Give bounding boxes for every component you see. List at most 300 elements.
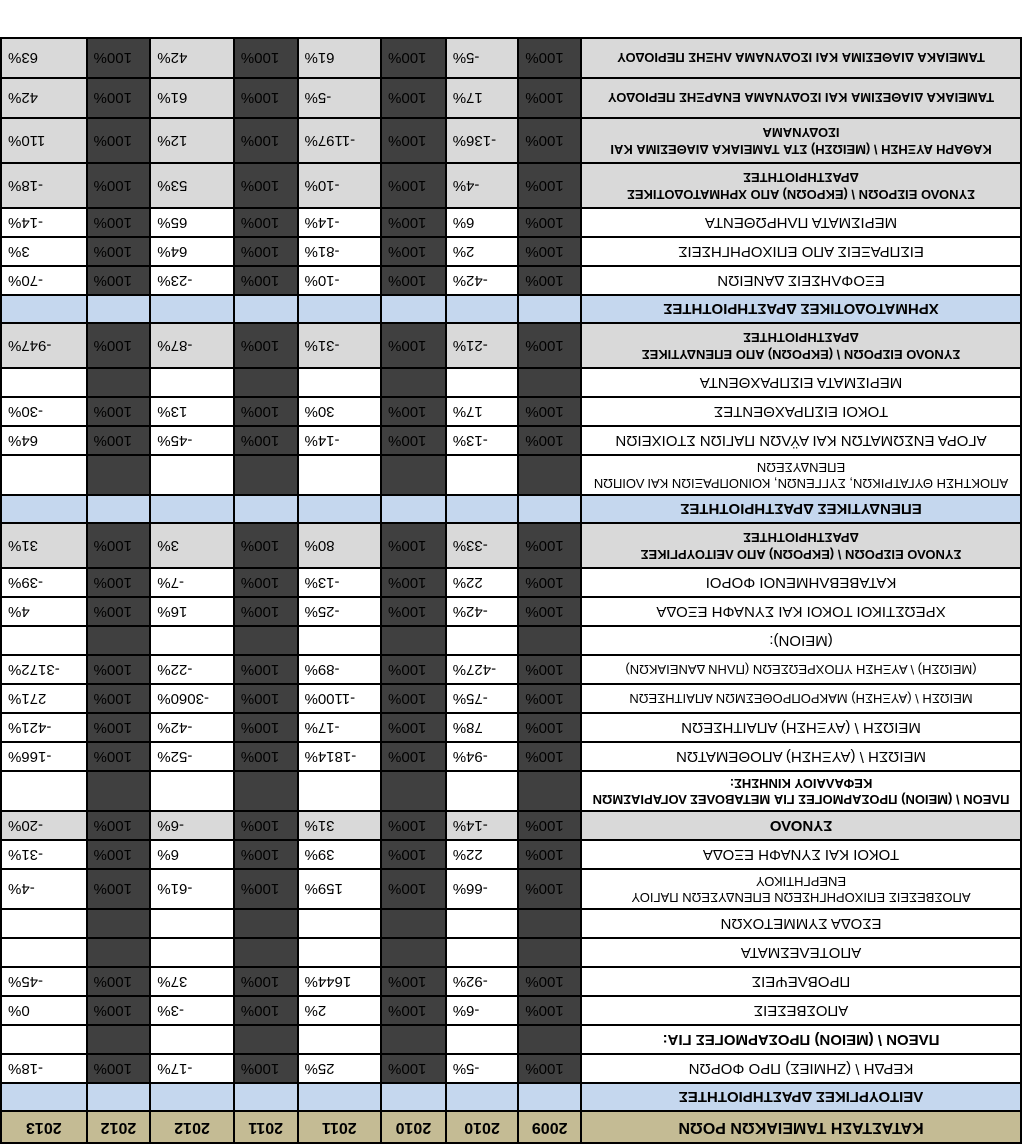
table-row	[1, 909, 1021, 938]
value-cell: 100%	[381, 840, 446, 869]
value-cell: 100%	[234, 237, 298, 266]
value-cell: 100%	[518, 78, 581, 118]
value-cell: 100%	[234, 118, 298, 163]
value-cell: 100%	[87, 811, 151, 840]
value-cell: -66%	[446, 869, 519, 909]
value-cell: -45%	[150, 426, 234, 455]
value-cell	[518, 771, 581, 811]
value-cell	[298, 455, 382, 495]
value-cell: 100%	[234, 996, 298, 1025]
table-row	[1, 295, 1021, 323]
value-cell	[234, 909, 298, 938]
row-label: ΕΠΕΝΔΥΤΙΚΕΣ ΔΡΑΣΤΗΡΙΟΤΗΤΕΣ	[581, 495, 1021, 523]
value-cell: 100%	[518, 426, 581, 455]
value-cell: 100%	[234, 840, 298, 869]
value-cell	[446, 1025, 519, 1054]
value-cell: 100%	[381, 237, 446, 266]
value-cell: 100%	[381, 397, 446, 426]
value-cell: 100%	[87, 323, 151, 368]
value-cell	[446, 1083, 519, 1111]
value-cell	[381, 1083, 446, 1111]
table-row	[1, 397, 1021, 426]
table-row	[1, 266, 1021, 295]
value-cell: 100%	[518, 118, 581, 163]
value-cell: 100%	[234, 811, 298, 840]
value-cell	[446, 495, 519, 523]
row-label: ΤΟΚΟΙ ΚΑΙ ΣΥΝΑΦΗ ΕΞΟΔΑ	[581, 840, 1021, 869]
value-cell	[1, 626, 87, 655]
value-cell	[298, 295, 382, 323]
row-label: ΑΠΟΣΒΕΣΕΙΣ ΕΠΙΧΟΡΗΓΗΣΕΩΝ ΕΠΕΝΔΥΣΕΩΝ ΠΑΓΙΟΥ ΕΝΕΡΓΗΤΙΚΟΥ	[581, 869, 1021, 909]
row-label: ΑΓΟΡΑ ΕΝΣΩΜΑΤΩΝ ΚΑΙ ΑΫΛΩΝ ΠΑΓΙΩΝ ΣΤΟΙΧΕΙΩΝ	[581, 426, 1021, 455]
value-cell: 100%	[234, 655, 298, 684]
row-label: ΧΡΗΜΑΤΟΔΟΤΙΚΕΣ ΔΡΑΣΤΗΡΙΟΤΗΤΕΣ	[581, 295, 1021, 323]
value-cell: 17%	[446, 78, 519, 118]
value-cell	[234, 495, 298, 523]
value-cell: 100%	[87, 684, 151, 713]
year-header: 2012	[87, 1111, 151, 1143]
value-cell: 100%	[381, 78, 446, 118]
value-cell	[1, 938, 87, 967]
value-cell: 100%	[518, 742, 581, 771]
value-cell: -25%	[298, 597, 382, 626]
table-row	[1, 495, 1021, 523]
table-row	[1, 655, 1021, 684]
value-cell	[1, 495, 87, 523]
row-label: (ΜΕΙΟΝ):	[581, 626, 1021, 655]
value-cell: 6%	[446, 208, 519, 237]
row-label: ΜΕΙΩΣΗ \ (ΑΥΞΗΣΗ) ΜΑΚΡΟΠΡΟΘΕΣΜΩΝ ΑΠΑΙΤΗΣΕΩΝ	[581, 684, 1021, 713]
row-label: ΣΥΝΟΛΟ ΕΙΣΡΟΩΝ \ (ΕΚΡΟΩΝ) ΑΠΟ ΛΕΙΤΟΥΡΓΙΚΕΣ ΔΡΑΣΤΗΡΙΟΤΗΤΕΣ	[581, 523, 1021, 568]
value-cell: 100%	[518, 523, 581, 568]
row-label: ΑΠΟΤΕΛΕΣΜΑΤΑ	[581, 938, 1021, 967]
year-header: 2011	[298, 1111, 382, 1143]
value-cell	[381, 909, 446, 938]
value-cell: 100%	[87, 118, 151, 163]
value-cell: 61%	[298, 38, 382, 78]
row-label: ΚΑΘΑΡΗ ΑΥΞΗΣΗ \ (ΜΕΙΩΣΗ) ΣΤΑ ΤΑΜΕΙΑΚΑ ΔΙΑΘΕΣΙΜΑ ΚΑΙ ΙΣΟΔΥΝΑΜΑ	[581, 118, 1021, 163]
row-label: ΕΙΣΠΡΑΞΕΙΣ ΑΠΟ ΕΠΙΧΟΡΗΓΗΣΕΙΣ	[581, 237, 1021, 266]
value-cell: 53%	[150, 163, 234, 208]
value-cell: -61%	[150, 869, 234, 909]
value-cell: 100%	[234, 163, 298, 208]
value-cell: -30%	[1, 397, 87, 426]
value-cell	[87, 909, 151, 938]
value-cell	[87, 1083, 151, 1111]
table-row	[1, 626, 1021, 655]
value-cell	[150, 938, 234, 967]
value-cell: 39%	[298, 840, 382, 869]
value-cell	[150, 455, 234, 495]
row-label: ΠΡΟΒΛΕΨΕΙΣ	[581, 967, 1021, 996]
value-cell	[298, 1083, 382, 1111]
value-cell: -166%	[1, 742, 87, 771]
table-row	[1, 163, 1021, 208]
value-cell: -52%	[150, 742, 234, 771]
value-cell: -45%	[1, 967, 87, 996]
value-cell: 100%	[87, 1054, 151, 1083]
value-cell: -81%	[298, 237, 382, 266]
table-title: ΚΑΤΑΣΤΑΣΗ ΤΑΜΕΙΑΚΩΝ ΡΟΩΝ	[581, 1111, 1021, 1143]
value-cell: 100%	[234, 523, 298, 568]
table-row	[1, 237, 1021, 266]
value-cell: 100%	[381, 684, 446, 713]
value-cell	[381, 771, 446, 811]
value-cell	[150, 295, 234, 323]
value-cell: 65%	[150, 208, 234, 237]
table-row	[1, 771, 1021, 811]
value-cell: 100%	[87, 266, 151, 295]
value-cell: 100%	[87, 655, 151, 684]
value-cell	[87, 771, 151, 811]
value-cell	[298, 909, 382, 938]
value-cell: -31%	[1, 840, 87, 869]
value-cell: 30%	[298, 397, 382, 426]
value-cell: -1100%	[298, 684, 382, 713]
table-row	[1, 938, 1021, 967]
value-cell	[1, 771, 87, 811]
value-cell	[87, 295, 151, 323]
value-cell	[381, 1025, 446, 1054]
value-cell	[446, 626, 519, 655]
value-cell: 12%	[150, 118, 234, 163]
value-cell: 100%	[518, 323, 581, 368]
value-cell: 64%	[1, 426, 87, 455]
cash-flow-table	[0, 37, 1022, 1144]
table-row	[1, 323, 1021, 368]
row-label: ΜΕΡΙΣΜΑΤΑ ΠΛΗΡΩΘΕΝΤΑ	[581, 208, 1021, 237]
value-cell	[298, 368, 382, 397]
value-cell: 16%	[150, 597, 234, 626]
table-row	[1, 38, 1021, 78]
value-cell	[150, 1083, 234, 1111]
value-cell	[381, 495, 446, 523]
row-label: ΜΕΡΙΣΜΑΤΑ ΕΙΣΠΡΑΧΘΕΝΤΑ	[581, 368, 1021, 397]
value-cell: 6%	[150, 840, 234, 869]
row-label: ΣΥΝΟΛΟ ΕΙΣΡΟΩΝ \ (ΕΚΡΟΩΝ) ΑΠΟ ΧΡΗΜΑΤΟΔΟΤΙΚΕΣ ΔΡΑΣΤΗΡΙΟΤΗΤΕΣ	[581, 163, 1021, 208]
value-cell: -75%	[446, 684, 519, 713]
value-cell	[150, 771, 234, 811]
row-label: ΕΣΟΔΑ ΣΥΜΜΕΤΟΧΩΝ	[581, 909, 1021, 938]
value-cell: -3172%	[1, 655, 87, 684]
value-cell	[234, 1025, 298, 1054]
value-cell: 100%	[381, 118, 446, 163]
value-cell	[298, 626, 382, 655]
value-cell: -10%	[298, 266, 382, 295]
value-cell	[150, 1025, 234, 1054]
value-cell: -39%	[1, 568, 87, 597]
value-cell: 13%	[150, 397, 234, 426]
value-cell: 17%	[446, 397, 519, 426]
year-header: 2011	[234, 1111, 298, 1143]
table-row	[1, 597, 1021, 626]
value-cell: -5%	[298, 78, 382, 118]
value-cell: 100%	[518, 568, 581, 597]
value-cell: -70%	[1, 266, 87, 295]
value-cell: 100%	[381, 266, 446, 295]
value-cell: 100%	[518, 163, 581, 208]
value-cell: -14%	[298, 208, 382, 237]
value-cell: 31%	[298, 811, 382, 840]
value-cell: -18%	[1, 1054, 87, 1083]
value-cell: 22%	[446, 840, 519, 869]
value-cell: 100%	[518, 208, 581, 237]
table-row	[1, 1083, 1021, 1111]
value-cell	[1, 455, 87, 495]
value-cell: 100%	[234, 713, 298, 742]
value-cell	[234, 455, 298, 495]
value-cell: 100%	[234, 1054, 298, 1083]
value-cell	[87, 455, 151, 495]
value-cell	[1, 1083, 87, 1111]
value-cell	[518, 455, 581, 495]
value-cell: 100%	[381, 655, 446, 684]
value-cell: -6%	[150, 811, 234, 840]
value-cell: 2%	[446, 237, 519, 266]
value-cell: 100%	[234, 568, 298, 597]
value-cell: 100%	[87, 996, 151, 1025]
table-row	[1, 869, 1021, 909]
value-cell	[518, 1025, 581, 1054]
table-row	[1, 840, 1021, 869]
value-cell: -3%	[150, 996, 234, 1025]
value-cell: 100%	[87, 568, 151, 597]
value-cell	[234, 626, 298, 655]
value-cell: 22%	[446, 568, 519, 597]
value-cell: -89%	[298, 655, 382, 684]
value-cell	[298, 771, 382, 811]
value-cell	[87, 1025, 151, 1054]
value-cell: -33%	[446, 523, 519, 568]
value-cell: 3%	[1, 237, 87, 266]
value-cell	[381, 626, 446, 655]
value-cell	[234, 771, 298, 811]
value-cell: 100%	[87, 713, 151, 742]
value-cell: 61%	[150, 78, 234, 118]
row-label: ΣΥΝΟΛΟ ΕΙΣΡΟΩΝ \ (ΕΚΡΟΩΝ) ΑΠΟ ΕΠΕΝΔΥΤΙΚΕΣ ΔΡΑΣΤΗΡΙΟΤΗΤΕΣ	[581, 323, 1021, 368]
value-cell	[298, 495, 382, 523]
value-cell: 0%	[1, 996, 87, 1025]
value-cell	[518, 909, 581, 938]
row-label: ΜΕΙΩΣΗ \ (ΑΥΞΗΣΗ) ΑΠΟΘΕΜΑΤΩΝ	[581, 742, 1021, 771]
value-cell: 2%	[298, 996, 382, 1025]
year-header: 2012	[150, 1111, 234, 1143]
value-cell: 100%	[518, 38, 581, 78]
table-row	[1, 118, 1021, 163]
row-label: ΑΠΟΚΤΗΣΗ ΘΥΓΑΤΡΙΚΩΝ, ΣΥΓΓΕΝΩΝ, ΚΟΙΝΟΠΡΑΞΙΩΝ ΚΑΙ ΛΟΙΠΩΝ ΕΠΕΝΔΥΣΕΩΝ	[581, 455, 1021, 495]
year-header: 2009	[518, 1111, 581, 1143]
year-header: 2010	[446, 1111, 519, 1143]
row-label: ΚΕΡΔΗ \ (ΖΗΜΙΕΣ) ΠΡΟ ΦΟΡΩΝ	[581, 1054, 1021, 1083]
table-row	[1, 967, 1021, 996]
value-cell	[518, 495, 581, 523]
value-cell: 100%	[381, 967, 446, 996]
value-cell: 100%	[518, 811, 581, 840]
value-cell: 100%	[381, 523, 446, 568]
value-cell: 4%	[1, 597, 87, 626]
value-cell: -1197%	[298, 118, 382, 163]
value-cell: 100%	[234, 208, 298, 237]
value-cell: 100%	[518, 397, 581, 426]
value-cell: -6%	[446, 996, 519, 1025]
table-row	[1, 455, 1021, 495]
value-cell	[150, 909, 234, 938]
value-cell: -22%	[150, 655, 234, 684]
value-cell: -17%	[298, 713, 382, 742]
value-cell	[87, 368, 151, 397]
value-cell	[1, 368, 87, 397]
value-cell: -5%	[446, 38, 519, 78]
value-cell: 100%	[87, 208, 151, 237]
value-cell: 100%	[87, 597, 151, 626]
value-cell: -18%	[1, 163, 87, 208]
value-cell: -94%	[446, 742, 519, 771]
value-cell: 100%	[381, 996, 446, 1025]
value-cell: 100%	[234, 869, 298, 909]
value-cell: -4%	[1, 869, 87, 909]
value-cell: 64%	[150, 237, 234, 266]
value-cell: 100%	[381, 742, 446, 771]
value-cell: -427%	[446, 655, 519, 684]
value-cell: -42%	[150, 713, 234, 742]
table-row	[1, 1054, 1021, 1083]
value-cell: 100%	[87, 523, 151, 568]
value-cell: 100%	[518, 684, 581, 713]
table-row	[1, 568, 1021, 597]
value-cell: -3060%	[150, 684, 234, 713]
value-cell: -7%	[150, 568, 234, 597]
row-label: ΧΡΕΩΣΤΙΚΟΙ ΤΟΚΟΙ ΚΑΙ ΣΥΝΑΦΗ ΕΞΟΔΑ	[581, 597, 1021, 626]
value-cell: 100%	[518, 996, 581, 1025]
value-cell: -23%	[150, 266, 234, 295]
value-cell: 100%	[87, 426, 151, 455]
value-cell	[518, 1083, 581, 1111]
value-cell: 3%	[150, 523, 234, 568]
value-cell: -1814%	[298, 742, 382, 771]
table-row	[1, 1025, 1021, 1054]
value-cell: 37%	[150, 967, 234, 996]
value-cell	[446, 455, 519, 495]
value-cell: -136%	[446, 118, 519, 163]
value-cell: 100%	[518, 869, 581, 909]
value-cell: 100%	[518, 1054, 581, 1083]
value-cell: 100%	[234, 323, 298, 368]
value-cell: 100%	[381, 811, 446, 840]
value-cell: -42%	[446, 597, 519, 626]
value-cell: -87%	[150, 323, 234, 368]
value-cell: 100%	[87, 869, 151, 909]
value-cell	[234, 1083, 298, 1111]
value-cell	[446, 909, 519, 938]
value-cell: -947%	[1, 323, 87, 368]
value-cell: 100%	[381, 163, 446, 208]
value-cell: 100%	[518, 237, 581, 266]
value-cell: 25%	[298, 1054, 382, 1083]
value-cell	[446, 295, 519, 323]
row-label: ΕΞΟΦΛΗΣΕΙΣ ΔΑΝΕΙΩΝ	[581, 266, 1021, 295]
value-cell	[87, 938, 151, 967]
row-label: ΠΛΕΟΝ \ (ΜΕΙΟΝ) ΠΡΟΣΑΡΜΟΓΕΣ ΓΙΑ:	[581, 1025, 1021, 1054]
value-cell: 100%	[87, 840, 151, 869]
value-cell: 100%	[234, 684, 298, 713]
value-cell: 31%	[1, 523, 87, 568]
row-label: ΚΑΤΑΒΕΒΛΗΜΕΝΟΙ ΦΟΡΟΙ	[581, 568, 1021, 597]
table-row	[1, 426, 1021, 455]
value-cell: 100%	[234, 967, 298, 996]
value-cell	[150, 368, 234, 397]
value-cell	[234, 295, 298, 323]
value-cell: -421%	[1, 713, 87, 742]
value-cell: 159%	[298, 869, 382, 909]
table-row	[1, 811, 1021, 840]
value-cell	[446, 771, 519, 811]
value-cell	[87, 626, 151, 655]
value-cell: 100%	[87, 742, 151, 771]
value-cell: 42%	[1, 78, 87, 118]
value-cell: 100%	[381, 713, 446, 742]
value-cell: 110%	[1, 118, 87, 163]
value-cell	[381, 938, 446, 967]
value-cell	[1, 295, 87, 323]
value-cell	[381, 295, 446, 323]
value-cell: 100%	[518, 266, 581, 295]
row-label: ΤΑΜΕΙΑΚΑ ΔΙΑΘΕΣΙΜΑ ΚΑΙ ΙΣΟΔΥΝΑΜΑ ΕΝΑΡΞΗΣ ΠΕΡΙΟΔΟΥ	[581, 78, 1021, 118]
value-cell: 100%	[87, 967, 151, 996]
value-cell: 100%	[87, 237, 151, 266]
header-row	[1, 1111, 1021, 1143]
value-cell: -13%	[446, 426, 519, 455]
value-cell: -4%	[446, 163, 519, 208]
value-cell: 100%	[234, 426, 298, 455]
value-cell: -31%	[298, 323, 382, 368]
value-cell	[518, 626, 581, 655]
value-cell	[298, 938, 382, 967]
row-label: ΤΟΚΟΙ ΕΙΣΠΡΑΧΘΕΝΤΕΣ	[581, 397, 1021, 426]
table-row	[1, 684, 1021, 713]
value-cell: 100%	[381, 426, 446, 455]
value-cell: 100%	[87, 38, 151, 78]
row-label: ΤΑΜΕΙΑΚΑ ΔΙΑΘΕΣΙΜΑ ΚΑΙ ΙΣΟΔΥΝΑΜΑ ΛΗΞΗΣ ΠΕΡΙΟΔΟΥ	[581, 38, 1021, 78]
value-cell: -17%	[150, 1054, 234, 1083]
table-row	[1, 742, 1021, 771]
value-cell	[234, 368, 298, 397]
table-row	[1, 523, 1021, 568]
row-label: ΜΕΙΩΣΗ \ (ΑΥΞΗΣΗ) ΑΠΑΙΤΗΣΕΩΝ	[581, 713, 1021, 742]
value-cell	[518, 938, 581, 967]
value-cell	[87, 495, 151, 523]
row-label: ΣΥΝΟΛΟ	[581, 811, 1021, 840]
value-cell: 100%	[381, 597, 446, 626]
value-cell: 100%	[518, 655, 581, 684]
value-cell: -21%	[446, 323, 519, 368]
value-cell: 78%	[446, 713, 519, 742]
value-cell: 80%	[298, 523, 382, 568]
year-header: 2010	[381, 1111, 446, 1143]
value-cell	[234, 938, 298, 967]
row-label: (ΜΕΙΩΣΗ) \ ΑΥΞΗΣΗ ΥΠΟΧΡΕΩΣΕΩΝ (ΠΛΗΝ ΔΑΝΕΙΑΚΩΝ)	[581, 655, 1021, 684]
value-cell: -14%	[1, 208, 87, 237]
value-cell: 63%	[1, 38, 87, 78]
value-cell: 100%	[234, 266, 298, 295]
value-cell: 100%	[381, 869, 446, 909]
value-cell: 100%	[87, 397, 151, 426]
value-cell	[150, 626, 234, 655]
value-cell: 100%	[381, 323, 446, 368]
table-row	[1, 78, 1021, 118]
value-cell: 271%	[1, 684, 87, 713]
value-cell: 100%	[234, 597, 298, 626]
value-cell: -20%	[1, 811, 87, 840]
